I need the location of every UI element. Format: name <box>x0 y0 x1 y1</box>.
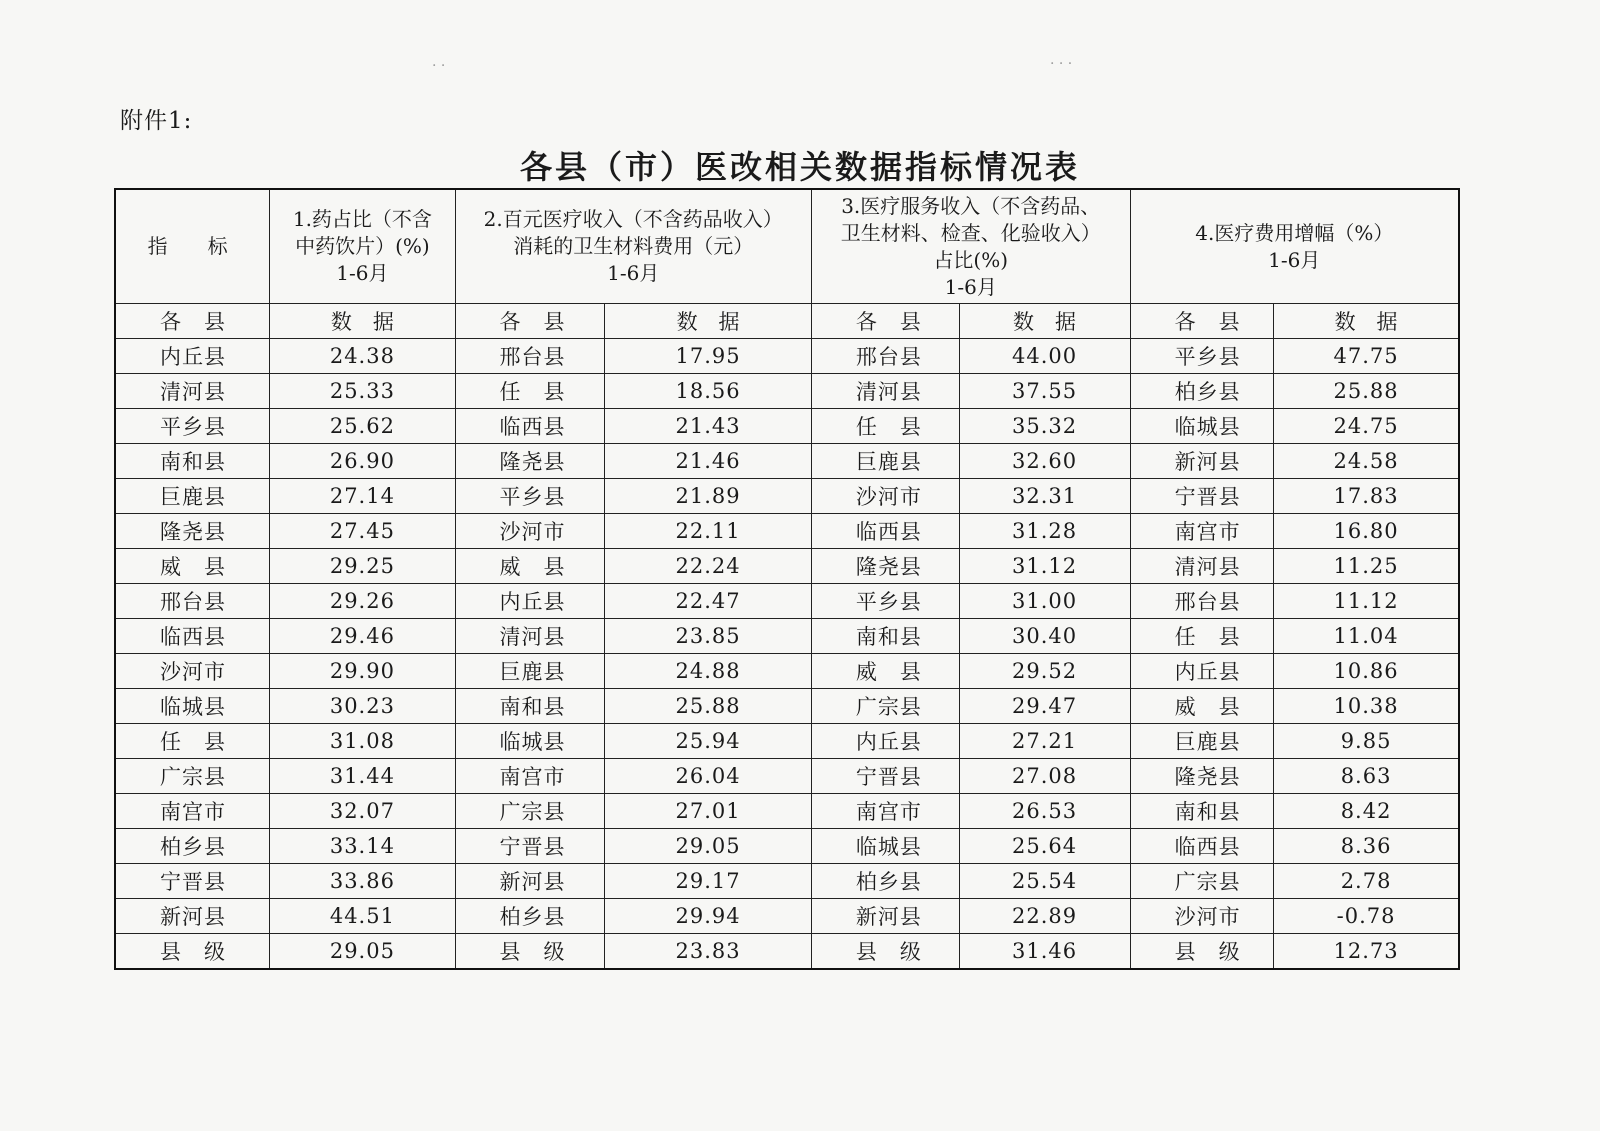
value-cell: 17.83 <box>1274 479 1459 514</box>
county-cell: 新河县 <box>1130 444 1274 479</box>
value-cell: 30.23 <box>270 689 455 724</box>
table-row <box>115 689 1459 724</box>
county-cell: 临西县 <box>1130 829 1274 864</box>
county-cell: 内丘县 <box>115 339 270 374</box>
value-cell: 8.36 <box>1274 829 1459 864</box>
value-cell: 29.46 <box>270 619 455 654</box>
header-col4 <box>1130 189 1459 304</box>
county-cell: 南和县 <box>455 689 605 724</box>
header-col3-line3: 占比(%) <box>933 247 1009 272</box>
value-cell: 22.24 <box>605 549 812 584</box>
value-cell: 29.90 <box>270 654 455 689</box>
county-cell: 邢台县 <box>811 339 959 374</box>
county-cell: 南和县 <box>811 619 959 654</box>
value-cell: -0.78 <box>1274 899 1459 934</box>
header-col3-period: 1-6月 <box>944 274 997 299</box>
indicator-table <box>114 188 1460 970</box>
value-cell: 22.11 <box>605 514 812 549</box>
header-col4-line1: 4.医疗费用增幅（%） <box>1195 220 1394 245</box>
header-col3-line1: 3.医疗服务收入（不含药品、 <box>841 193 1101 218</box>
table-row <box>115 864 1459 899</box>
value-cell: 23.83 <box>605 934 812 970</box>
value-cell: 33.14 <box>270 829 455 864</box>
county-cell: 清河县 <box>811 374 959 409</box>
value-cell: 29.26 <box>270 584 455 619</box>
county-cell: 隆尧县 <box>455 444 605 479</box>
county-cell: 内丘县 <box>1130 654 1274 689</box>
county-cell: 宁晋县 <box>1130 479 1274 514</box>
value-cell: 25.54 <box>959 864 1130 899</box>
value-cell: 29.47 <box>959 689 1130 724</box>
county-cell: 广宗县 <box>811 689 959 724</box>
county-cell: 邢台县 <box>455 339 605 374</box>
county-cell: 清河县 <box>115 374 270 409</box>
county-cell: 南宫市 <box>115 794 270 829</box>
value-cell: 22.89 <box>959 899 1130 934</box>
value-cell: 26.90 <box>270 444 455 479</box>
county-cell: 柏乡县 <box>455 899 605 934</box>
county-cell: 巨鹿县 <box>115 479 270 514</box>
value-cell: 29.25 <box>270 549 455 584</box>
county-cell: 任 县 <box>811 409 959 444</box>
county-cell: 柏乡县 <box>115 829 270 864</box>
county-cell: 沙河市 <box>811 479 959 514</box>
value-cell: 32.07 <box>270 794 455 829</box>
county-cell: 威 县 <box>811 654 959 689</box>
table-row <box>115 549 1459 584</box>
county-cell: 威 县 <box>1130 689 1274 724</box>
value-cell: 10.86 <box>1274 654 1459 689</box>
county-cell: 清河县 <box>455 619 605 654</box>
table-row <box>115 619 1459 654</box>
header-col4-period: 1-6月 <box>1268 247 1321 272</box>
header-col3-line2: 卫生材料、检查、化验收入） <box>840 220 1101 245</box>
county-cell: 临城县 <box>811 829 959 864</box>
value-cell: 25.64 <box>959 829 1130 864</box>
header-col2-line1: 2.百元医疗收入（不含药品收入） <box>483 207 783 231</box>
county-cell: 广宗县 <box>115 759 270 794</box>
value-cell: 8.63 <box>1274 759 1459 794</box>
county-cell: 宁晋县 <box>115 864 270 899</box>
table-row <box>115 374 1459 409</box>
county-cell: 平乡县 <box>811 584 959 619</box>
header-col3 <box>811 189 1130 304</box>
value-cell: 21.89 <box>605 479 812 514</box>
value-cell: 32.31 <box>959 479 1130 514</box>
county-cell: 宁晋县 <box>811 759 959 794</box>
value-cell: 25.62 <box>270 409 455 444</box>
value-cell: 26.53 <box>959 794 1130 829</box>
county-cell: 南和县 <box>1130 794 1274 829</box>
county-cell: 南宫市 <box>811 794 959 829</box>
value-cell: 29.52 <box>959 654 1130 689</box>
county-cell: 平乡县 <box>1130 339 1274 374</box>
table-row <box>115 934 1459 970</box>
attachment-label: 附件1: <box>120 108 193 134</box>
value-cell: 21.43 <box>605 409 812 444</box>
value-cell: 31.12 <box>959 549 1130 584</box>
value-cell: 22.47 <box>605 584 812 619</box>
header-col1 <box>270 189 455 304</box>
county-cell: 威 县 <box>115 549 270 584</box>
value-cell: 11.12 <box>1274 584 1459 619</box>
county-cell: 内丘县 <box>455 584 605 619</box>
value-cell: 29.94 <box>605 899 812 934</box>
value-cell: 18.56 <box>605 374 812 409</box>
value-cell: 17.95 <box>605 339 812 374</box>
value-cell: 10.38 <box>1274 689 1459 724</box>
scan-speck: · · · <box>1050 56 1073 72</box>
value-cell: 9.85 <box>1274 724 1459 759</box>
page-title: 各县（市）医改相关数据指标情况表 <box>519 148 1080 186</box>
value-cell: 37.55 <box>959 374 1130 409</box>
county-cell: 内丘县 <box>811 724 959 759</box>
county-cell: 县 级 <box>455 934 605 970</box>
county-cell: 任 县 <box>1130 619 1274 654</box>
value-cell: 29.05 <box>270 934 455 970</box>
subheader-county-3: 各 县 <box>811 304 959 339</box>
county-cell: 广宗县 <box>455 794 605 829</box>
value-cell: 29.17 <box>605 864 812 899</box>
table-row <box>115 759 1459 794</box>
subheader-row <box>115 304 1459 339</box>
county-cell: 隆尧县 <box>811 549 959 584</box>
value-cell: 16.80 <box>1274 514 1459 549</box>
value-cell: 2.78 <box>1274 864 1459 899</box>
county-cell: 邢台县 <box>1130 584 1274 619</box>
county-cell: 沙河市 <box>455 514 605 549</box>
value-cell: 24.75 <box>1274 409 1459 444</box>
value-cell: 12.73 <box>1274 934 1459 970</box>
value-cell: 27.21 <box>959 724 1130 759</box>
county-cell: 清河县 <box>1130 549 1274 584</box>
table-row <box>115 794 1459 829</box>
subheader-data-3: 数 据 <box>959 304 1130 339</box>
county-cell: 隆尧县 <box>1130 759 1274 794</box>
county-cell: 广宗县 <box>1130 864 1274 899</box>
county-cell: 宁晋县 <box>455 829 605 864</box>
subheader-county-1: 各 县 <box>115 304 270 339</box>
county-cell: 新河县 <box>811 899 959 934</box>
value-cell: 44.00 <box>959 339 1130 374</box>
header-col1-line2: 中药饮片）(%) <box>295 234 430 258</box>
county-cell: 临西县 <box>115 619 270 654</box>
value-cell: 27.01 <box>605 794 812 829</box>
subheader-data-4: 数 据 <box>1274 304 1459 339</box>
value-cell: 25.94 <box>605 724 812 759</box>
value-cell: 33.86 <box>270 864 455 899</box>
header-col1-line1: 1.药占比（不含 <box>292 207 432 231</box>
table-row <box>115 654 1459 689</box>
county-cell: 巨鹿县 <box>1130 724 1274 759</box>
county-cell: 临西县 <box>811 514 959 549</box>
county-cell: 南宫市 <box>455 759 605 794</box>
county-cell: 柏乡县 <box>811 864 959 899</box>
county-cell: 巨鹿县 <box>455 654 605 689</box>
table-row <box>115 514 1459 549</box>
county-cell: 县 级 <box>115 934 270 970</box>
county-cell: 柏乡县 <box>1130 374 1274 409</box>
value-cell: 29.05 <box>605 829 812 864</box>
table-row <box>115 584 1459 619</box>
value-cell: 24.38 <box>270 339 455 374</box>
value-cell: 47.75 <box>1274 339 1459 374</box>
header-col2-period: 1-6月 <box>607 261 660 285</box>
value-cell: 31.28 <box>959 514 1130 549</box>
county-cell: 沙河市 <box>1130 899 1274 934</box>
county-cell: 临城县 <box>1130 409 1274 444</box>
value-cell: 8.42 <box>1274 794 1459 829</box>
value-cell: 25.88 <box>1274 374 1459 409</box>
county-cell: 任 县 <box>115 724 270 759</box>
county-cell: 临城县 <box>455 724 605 759</box>
scan-speck: · · <box>432 58 446 74</box>
county-cell: 平乡县 <box>455 479 605 514</box>
header-col2 <box>455 189 811 304</box>
county-cell: 县 级 <box>1130 934 1274 970</box>
value-cell: 30.40 <box>959 619 1130 654</box>
subheader-county-4: 各 县 <box>1130 304 1274 339</box>
table-row <box>115 409 1459 444</box>
county-cell: 新河县 <box>455 864 605 899</box>
value-cell: 24.88 <box>605 654 812 689</box>
county-cell: 平乡县 <box>115 409 270 444</box>
county-cell: 新河县 <box>115 899 270 934</box>
county-cell: 隆尧县 <box>115 514 270 549</box>
header-col1-period: 1-6月 <box>336 261 389 285</box>
header-row <box>115 189 1459 304</box>
county-cell: 巨鹿县 <box>811 444 959 479</box>
value-cell: 27.45 <box>270 514 455 549</box>
value-cell: 26.04 <box>605 759 812 794</box>
value-cell: 32.60 <box>959 444 1130 479</box>
table-row <box>115 444 1459 479</box>
table-row <box>115 829 1459 864</box>
value-cell: 25.88 <box>605 689 812 724</box>
subheader-data-2: 数 据 <box>605 304 812 339</box>
table-row <box>115 339 1459 374</box>
value-cell: 31.00 <box>959 584 1130 619</box>
value-cell: 35.32 <box>959 409 1130 444</box>
value-cell: 23.85 <box>605 619 812 654</box>
table-row <box>115 479 1459 514</box>
county-cell: 沙河市 <box>115 654 270 689</box>
header-indicator: 指 标 <box>115 189 270 304</box>
subheader-county-2: 各 县 <box>455 304 605 339</box>
table-row <box>115 724 1459 759</box>
value-cell: 31.46 <box>959 934 1130 970</box>
county-cell: 临城县 <box>115 689 270 724</box>
value-cell: 11.25 <box>1274 549 1459 584</box>
value-cell: 24.58 <box>1274 444 1459 479</box>
value-cell: 31.08 <box>270 724 455 759</box>
value-cell: 27.08 <box>959 759 1130 794</box>
value-cell: 31.44 <box>270 759 455 794</box>
county-cell: 任 县 <box>455 374 605 409</box>
header-col2-line2: 消耗的卫生材料费用（元） <box>513 234 754 258</box>
county-cell: 临西县 <box>455 409 605 444</box>
value-cell: 44.51 <box>270 899 455 934</box>
county-cell: 南宫市 <box>1130 514 1274 549</box>
value-cell: 25.33 <box>270 374 455 409</box>
table-row <box>115 899 1459 934</box>
subheader-data-1: 数 据 <box>270 304 455 339</box>
county-cell: 南和县 <box>115 444 270 479</box>
value-cell: 11.04 <box>1274 619 1459 654</box>
value-cell: 27.14 <box>270 479 455 514</box>
county-cell: 县 级 <box>811 934 959 970</box>
county-cell: 邢台县 <box>115 584 270 619</box>
county-cell: 威 县 <box>455 549 605 584</box>
value-cell: 21.46 <box>605 444 812 479</box>
